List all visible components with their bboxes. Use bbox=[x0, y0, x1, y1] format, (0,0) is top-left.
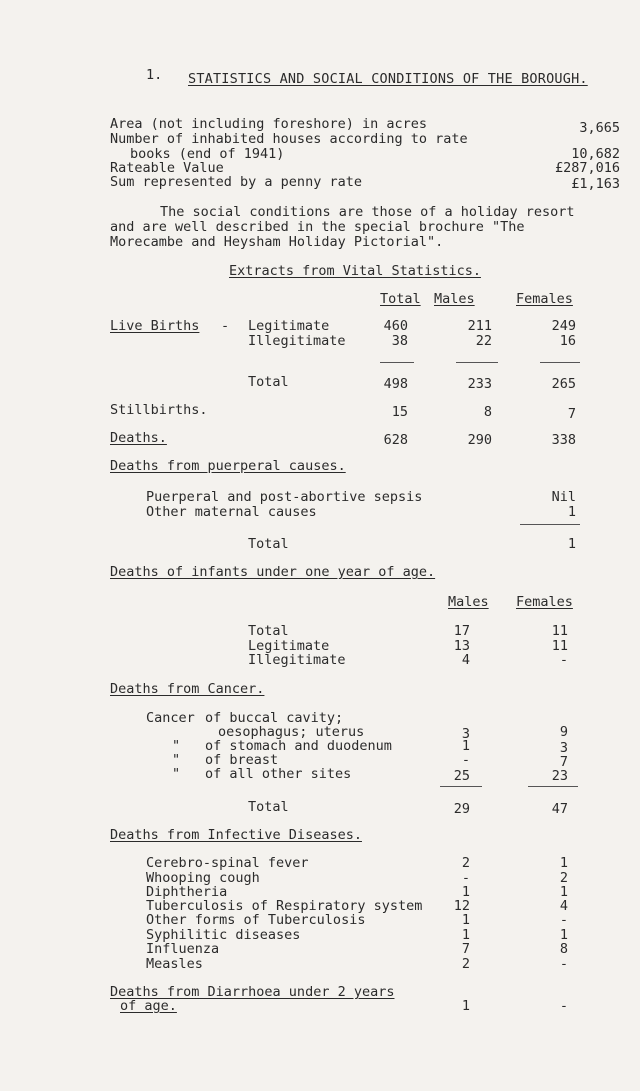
stillbirths-males: 8 bbox=[483, 404, 492, 420]
puerperal-sepsis-value: Nil bbox=[551, 489, 576, 505]
infective-label: Cerebro-spinal fever bbox=[146, 855, 309, 871]
infective-females: 1 bbox=[559, 884, 568, 900]
cancer-stomach-females: 3 bbox=[559, 740, 568, 756]
divider bbox=[380, 362, 414, 363]
infective-males: 7 bbox=[461, 941, 470, 957]
stillbirths-label: Stillbirths. bbox=[110, 402, 208, 418]
fact-houses-label-cont: books (end of 1941) bbox=[130, 146, 285, 162]
legitimate-label: Legitimate bbox=[248, 318, 330, 334]
diarrhoea-title-cont: of age. bbox=[120, 998, 177, 1014]
infants-total-males: 17 bbox=[453, 623, 470, 639]
infective-label: Whooping cough bbox=[146, 870, 260, 886]
divider bbox=[528, 786, 578, 787]
infants-title: Deaths of infants under one year of age. bbox=[110, 564, 436, 580]
divider bbox=[440, 786, 482, 787]
vital-stats-title: Extracts from Vital Statistics. bbox=[229, 263, 481, 279]
infective-males: - bbox=[461, 870, 470, 886]
infective-males: 1 bbox=[461, 884, 470, 900]
infants-illegit-males: 4 bbox=[461, 652, 470, 668]
cancer-total-females: 47 bbox=[551, 801, 568, 817]
cancer-other-label: of all other sites bbox=[205, 766, 352, 782]
paragraph-line-1: The social conditions are those of a holiday resort bbox=[160, 204, 575, 220]
diarrhoea-females: - bbox=[559, 998, 568, 1014]
births-total-label: Total bbox=[248, 374, 289, 390]
stillbirths-females: 7 bbox=[567, 406, 576, 422]
births-males: 233 bbox=[467, 376, 492, 392]
deaths-total: 628 bbox=[383, 432, 408, 448]
infective-title: Deaths from Infective Diseases. bbox=[110, 827, 362, 843]
illegit-females: 16 bbox=[559, 333, 576, 349]
infants-illegit-label: Illegitimate bbox=[248, 652, 346, 668]
cancer-stomach-males: 1 bbox=[461, 738, 470, 754]
infective-label: Influenza bbox=[146, 941, 220, 957]
fact-houses-label: Number of inhabited houses according to rate bbox=[110, 131, 468, 147]
fact-penny-label: Sum represented by a penny rate bbox=[110, 174, 362, 190]
cancer-total-label: Total bbox=[248, 799, 289, 815]
live-births-label: Live Births bbox=[110, 318, 200, 334]
infective-females: 4 bbox=[559, 898, 568, 914]
cancer-buccal-label: of buccal cavity; bbox=[205, 710, 344, 726]
infants-legit-label: Legitimate bbox=[248, 638, 330, 654]
infective-label: Other forms of Tuberculosis bbox=[146, 912, 366, 928]
divider bbox=[520, 524, 580, 525]
illegitimate-label: Illegitimate bbox=[248, 333, 346, 349]
puerperal-total-label: Total bbox=[248, 536, 289, 552]
cancer-other-males: 25 bbox=[453, 768, 470, 784]
infants-total-females: 11 bbox=[551, 623, 568, 639]
deaths-females: 338 bbox=[551, 432, 576, 448]
legit-females: 249 bbox=[551, 318, 576, 334]
cancer-breast-females: 7 bbox=[559, 754, 568, 770]
paragraph-line-3: Morecambe and Heysham Holiday Pictorial". bbox=[110, 234, 444, 250]
infective-males: 1 bbox=[461, 912, 470, 928]
infective-males: 1 bbox=[461, 927, 470, 943]
ditto-mark: " bbox=[172, 738, 181, 754]
cancer-breast-males: - bbox=[461, 752, 470, 768]
dash: - bbox=[221, 318, 230, 334]
ditto-mark: " bbox=[172, 752, 181, 768]
puerperal-sepsis-label: Puerperal and post-abortive sepsis bbox=[146, 489, 423, 505]
infants-legit-males: 13 bbox=[453, 638, 470, 654]
infective-females: 1 bbox=[559, 855, 568, 871]
infective-label: Tuberculosis of Respiratory system bbox=[146, 898, 423, 914]
infants-legit-females: 11 bbox=[551, 638, 568, 654]
fact-rateable-label: Rateable Value bbox=[110, 160, 224, 176]
fact-area-label: Area (not including foreshore) in acres bbox=[110, 116, 427, 132]
infective-label: Syphilitic diseases bbox=[146, 927, 301, 943]
section-number: 1. bbox=[146, 67, 163, 83]
infective-label: Measles bbox=[146, 956, 203, 972]
deaths-males: 290 bbox=[467, 432, 492, 448]
puerperal-total-value: 1 bbox=[567, 536, 576, 552]
infective-label: Diphtheria bbox=[146, 884, 228, 900]
fact-penny-value: £1,163 bbox=[571, 176, 620, 192]
infective-males: 2 bbox=[461, 956, 470, 972]
cancer-oesophagus-females: 9 bbox=[559, 724, 568, 740]
infective-males: 2 bbox=[461, 855, 470, 871]
col-header-total: Total bbox=[380, 291, 421, 307]
cancer-other-females: 23 bbox=[551, 768, 568, 784]
cancer-prefix: Cancer bbox=[146, 710, 195, 726]
deaths-label: Deaths. bbox=[110, 430, 167, 446]
legit-total: 460 bbox=[383, 318, 408, 334]
fact-rateable-value: £287,016 bbox=[554, 160, 620, 176]
cancer-total-males: 29 bbox=[453, 801, 470, 817]
illegit-males: 22 bbox=[475, 333, 492, 349]
puerperal-title: Deaths from puerperal causes. bbox=[110, 458, 346, 474]
cancer-oesophagus-males: 3 bbox=[461, 726, 470, 742]
fact-houses-value: 10,682 bbox=[571, 146, 620, 162]
cancer-oesophagus-label: oesophagus; uterus bbox=[218, 724, 365, 740]
infective-females: 8 bbox=[559, 941, 568, 957]
infants-illegit-females: - bbox=[559, 652, 568, 668]
legit-males: 211 bbox=[467, 318, 492, 334]
fact-area-value: 3,665 bbox=[579, 120, 620, 136]
infants-col-females: Females bbox=[516, 594, 573, 610]
col-header-females: Females bbox=[516, 291, 573, 307]
col-header-males: Males bbox=[434, 291, 475, 307]
diarrhoea-males: 1 bbox=[461, 998, 470, 1014]
births-total: 498 bbox=[383, 376, 408, 392]
page-title: STATISTICS AND SOCIAL CONDITIONS OF THE BOROUGH. bbox=[188, 71, 588, 87]
cancer-title: Deaths from Cancer. bbox=[110, 681, 265, 697]
cancer-stomach-label: of stomach and duodenum bbox=[205, 738, 392, 754]
illegit-total: 38 bbox=[391, 333, 408, 349]
diarrhoea-title: Deaths from Diarrhoea under 2 years bbox=[110, 984, 395, 1000]
infective-females: - bbox=[559, 956, 568, 972]
infective-females: - bbox=[559, 912, 568, 928]
divider bbox=[456, 362, 498, 363]
infective-females: 1 bbox=[559, 927, 568, 943]
divider bbox=[540, 362, 580, 363]
births-females: 265 bbox=[551, 376, 576, 392]
cancer-breast-label: of breast bbox=[205, 752, 279, 768]
stillbirths-total: 15 bbox=[391, 404, 408, 420]
ditto-mark: " bbox=[172, 766, 181, 782]
infants-total-label: Total bbox=[248, 623, 289, 639]
other-maternal-value: 1 bbox=[567, 504, 576, 520]
infective-males: 12 bbox=[453, 898, 470, 914]
paragraph-line-2: and are well described in the special brochure "The bbox=[110, 219, 525, 235]
infants-col-males: Males bbox=[448, 594, 489, 610]
infective-females: 2 bbox=[559, 870, 568, 886]
other-maternal-label: Other maternal causes bbox=[146, 504, 317, 520]
